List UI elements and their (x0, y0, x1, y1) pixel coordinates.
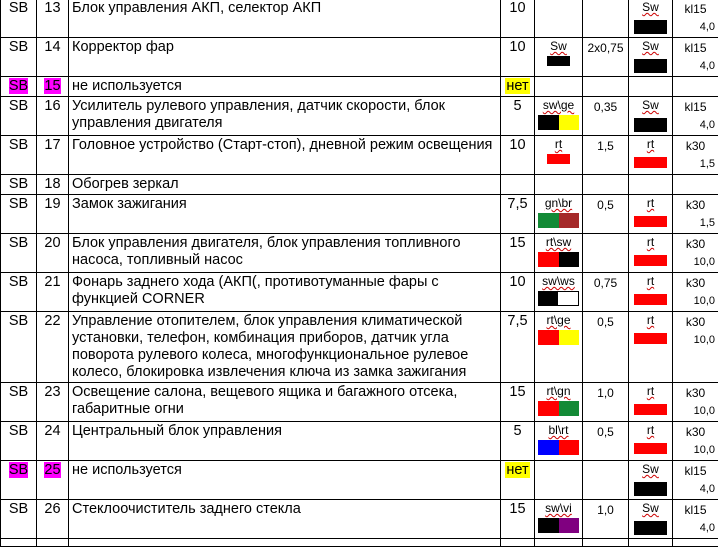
wire-color-swatch (538, 213, 579, 228)
terminal-cell (673, 273, 718, 312)
terminal-cell (673, 195, 718, 234)
section-cell (583, 234, 629, 273)
section-cell (583, 461, 629, 500)
output-color-swatch (632, 59, 669, 73)
output-cell (629, 97, 673, 136)
number-cell (37, 312, 69, 383)
wire-cell (535, 136, 583, 175)
color-swatch-rt (547, 154, 570, 164)
number-cell (37, 0, 69, 38)
amperage-cell (501, 0, 535, 38)
color-swatch-sw (538, 291, 558, 306)
terminal-value: 4,0 (676, 57, 715, 75)
description-cell (69, 195, 501, 234)
amperage-cell (501, 38, 535, 77)
table-row (1, 136, 718, 175)
sb-label: SB (9, 313, 28, 329)
table-row (1, 500, 718, 539)
output-color-swatch (632, 443, 669, 454)
amperage: 10 (509, 137, 525, 153)
output-color-swatch (632, 482, 669, 496)
wire-color-swatch (538, 518, 579, 533)
wire-cell (535, 234, 583, 273)
description-cell (69, 77, 501, 97)
sb-label: SB (9, 137, 28, 153)
fuse-description: Центральный блок управления (72, 423, 282, 439)
empty-cell (1, 539, 37, 547)
amperage: 5 (513, 423, 521, 439)
wire-section: 1,0 (597, 386, 614, 400)
output-cell (629, 461, 673, 500)
amperage-cell (501, 461, 535, 500)
table-row (1, 312, 718, 383)
wire-section: 0,5 (597, 425, 614, 439)
sb-label: SB (9, 423, 28, 439)
fuse-number: 14 (44, 39, 60, 55)
sb-cell (1, 312, 37, 383)
sb-cell (1, 500, 37, 539)
terminal-value: 10,0 (676, 441, 715, 459)
empty-cell (69, 539, 501, 547)
output-color-code: Sw (632, 462, 669, 476)
sb-label: SB (9, 274, 28, 290)
number-cell (37, 422, 69, 461)
number-cell (37, 273, 69, 312)
terminal-value: 4,0 (676, 519, 715, 537)
fuse-description: Освещение салона, вещевого ящика и багажного отсека, габаритные огни (72, 384, 457, 417)
table-row (1, 38, 718, 77)
wire-section: 1,0 (597, 503, 614, 517)
sb-cell (1, 38, 37, 77)
amperage: 15 (509, 235, 525, 251)
number-cell (37, 500, 69, 539)
section-cell (583, 422, 629, 461)
terminal-cell (673, 383, 718, 422)
terminal-value: 1,5 (676, 155, 715, 173)
terminal-cell (673, 77, 718, 97)
fuse-number: 15 (44, 78, 60, 94)
terminal-cell (673, 234, 718, 273)
terminal-cell (673, 136, 718, 175)
section-cell (583, 312, 629, 383)
amperage-cell (501, 97, 535, 136)
fuse-description: Блок управления АКП, селектор АКП (72, 0, 321, 16)
sb-label: SB (9, 501, 28, 517)
wire-color-code: sw\ws (538, 274, 579, 288)
wire-color-code: rt\gn (538, 384, 579, 398)
empty-cell (535, 539, 583, 547)
sb-label: SB (9, 235, 28, 251)
output-cell (629, 77, 673, 97)
fuse-description: Головное устройство (Старт-стоп), дневной режим освещения (72, 137, 492, 153)
amperage: 15 (509, 384, 525, 400)
empty-cell (673, 539, 718, 547)
output-color-code: rt (632, 274, 669, 288)
sb-label: SB (9, 39, 28, 55)
terminal-cell (673, 175, 718, 195)
fuse-description: Корректор фар (72, 39, 174, 55)
table-row (1, 234, 718, 273)
amperage-cell (501, 195, 535, 234)
fuse-number: 13 (44, 0, 60, 16)
sb-cell (1, 195, 37, 234)
fuse-number: 21 (44, 274, 60, 290)
wire-color-code: sw\vi (538, 501, 579, 515)
amperage: 5 (513, 98, 521, 114)
wire-color-code: bl\rt (538, 423, 579, 437)
wire-cell (535, 383, 583, 422)
description-cell (69, 97, 501, 136)
fuse-description: Стеклоочиститель заднего стекла (72, 501, 301, 517)
number-cell (37, 461, 69, 500)
sb-label: SB (9, 0, 28, 16)
terminal-cell (673, 422, 718, 461)
wire-color-swatch (538, 291, 579, 306)
sb-label: SB (9, 176, 28, 192)
number-cell (37, 175, 69, 195)
output-cell (629, 0, 673, 38)
color-swatch-sw (547, 56, 570, 66)
sb-cell (1, 77, 37, 97)
sb-label: SB (9, 384, 28, 400)
color-swatch-br (559, 213, 580, 228)
output-cell (629, 175, 673, 195)
color-swatch-rt (538, 330, 559, 345)
table-row (1, 0, 718, 38)
output-color-code: rt (632, 235, 669, 249)
output-cell (629, 500, 673, 539)
number-cell (37, 234, 69, 273)
wire-cell (535, 0, 583, 38)
output-cell (629, 273, 673, 312)
wire-section: 0,35 (594, 100, 617, 114)
terminal-value: 4,0 (676, 116, 715, 134)
fuse-description: Обогрев зеркал (72, 176, 179, 192)
terminal-value: 10,0 (676, 402, 715, 420)
empty-cell (583, 539, 629, 547)
output-color-code: Sw (632, 501, 669, 515)
color-swatch-bl (538, 440, 559, 455)
amperage-cell (501, 273, 535, 312)
wire-color-code: rt (538, 137, 579, 151)
sb-cell (1, 175, 37, 195)
terminal-value: 4,0 (676, 480, 715, 498)
color-swatch-sw (538, 115, 559, 130)
wire-section: 0,75 (594, 276, 617, 290)
fuse-description: Блок управления двигателя, блок управления топливного насоса, топливный насос (72, 235, 461, 268)
sb-label: SB (9, 462, 28, 478)
wire-section: 0,5 (597, 315, 614, 329)
amperage: 7,5 (507, 196, 527, 212)
wire-color-code: rt\sw (538, 235, 579, 249)
wire-color-swatch (538, 330, 579, 345)
number-cell (37, 77, 69, 97)
wire-color-code: sw\ge (538, 98, 579, 112)
wire-cell (535, 500, 583, 539)
wire-cell (535, 461, 583, 500)
terminal: kl15 (676, 98, 715, 116)
description-cell (69, 175, 501, 195)
section-cell (583, 500, 629, 539)
wire-color-swatch (538, 401, 579, 416)
section-cell (583, 273, 629, 312)
terminal: k30 (676, 274, 715, 292)
number-cell (37, 38, 69, 77)
section-cell (583, 97, 629, 136)
table-row (1, 273, 718, 312)
terminal-value: 4,0 (676, 18, 715, 36)
terminal: kl15 (676, 501, 715, 519)
table-row (1, 461, 718, 500)
fuse-description: Фонарь заднего хода (АКП(, противотуманные фары с функцией CORNER (72, 274, 439, 307)
terminal-cell (673, 312, 718, 383)
terminal: kl15 (676, 462, 715, 480)
section-cell (583, 175, 629, 195)
sb-cell (1, 422, 37, 461)
sb-cell (1, 136, 37, 175)
description-cell (69, 312, 501, 383)
wire-cell (535, 175, 583, 195)
empty-cell (37, 539, 69, 547)
table-row (1, 175, 718, 195)
color-swatch-rt (538, 252, 559, 267)
color-swatch-gn (538, 213, 559, 228)
output-cell (629, 38, 673, 77)
sb-label: SB (9, 98, 28, 114)
fuse-number: 19 (44, 196, 60, 212)
output-color-swatch (632, 404, 669, 415)
number-cell (37, 195, 69, 234)
color-swatch-sw (559, 252, 580, 267)
fuse-number: 26 (44, 501, 60, 517)
fuse-number: 22 (44, 313, 60, 329)
terminal: k30 (676, 313, 715, 331)
wire-color-swatch (538, 440, 579, 455)
output-cell (629, 136, 673, 175)
description-cell (69, 38, 501, 77)
section-cell (583, 77, 629, 97)
terminal-cell (673, 461, 718, 500)
wire-section: 2x0,75 (587, 41, 623, 55)
amperage-cell (501, 77, 535, 97)
number-cell (37, 383, 69, 422)
output-color-code: rt (632, 384, 669, 398)
fuse-number: 24 (44, 423, 60, 439)
description-cell (69, 461, 501, 500)
description-cell (69, 136, 501, 175)
output-cell (629, 383, 673, 422)
color-swatch-gn (559, 401, 580, 416)
amperage: 10 (509, 274, 525, 290)
wire-color-swatch (538, 252, 579, 267)
output-cell (629, 312, 673, 383)
output-color-code: rt (632, 196, 669, 210)
wire-section: 0,5 (597, 198, 614, 212)
wire-color-code: Sw (538, 39, 579, 53)
section-cell (583, 195, 629, 234)
fuse-description: не используется (72, 78, 182, 94)
terminal-cell (673, 500, 718, 539)
number-cell (37, 97, 69, 136)
wire-cell (535, 422, 583, 461)
amperage-cell (501, 312, 535, 383)
sb-cell (1, 273, 37, 312)
sb-cell (1, 97, 37, 136)
wire-color-swatch (538, 115, 579, 130)
output-color-swatch (632, 333, 669, 344)
wire-color-code: rt\ge (538, 313, 579, 327)
output-color-code: rt (632, 423, 669, 437)
terminal-value: 10,0 (676, 331, 715, 349)
fuse-number: 16 (44, 98, 60, 114)
section-cell (583, 38, 629, 77)
description-cell (69, 0, 501, 38)
color-swatch-sw (538, 518, 559, 533)
amperage: 15 (509, 501, 525, 517)
amperage: 10 (509, 0, 525, 16)
output-color-code: Sw (632, 98, 669, 112)
section-cell (583, 136, 629, 175)
empty-cell (501, 539, 535, 547)
terminal: k30 (676, 137, 715, 155)
wire-cell (535, 273, 583, 312)
amperage: нет (505, 462, 529, 478)
fuse-description: Управление отопителем, блок управления климатической установки, телефон, комбинация приборов, датчик угла поворота рулевого колеса, многофункциональное рулевое колесо, блокировка извлечения ключа из замка зажигания (72, 313, 468, 380)
table-row (1, 97, 718, 136)
sb-cell (1, 383, 37, 422)
output-color-code: Sw (632, 0, 669, 14)
table-row (1, 422, 718, 461)
wire-cell (535, 77, 583, 97)
color-swatch-ws (558, 291, 579, 306)
amperage-cell (501, 234, 535, 273)
fuse-number: 18 (44, 176, 60, 192)
terminal-cell (673, 38, 718, 77)
terminal-cell (673, 97, 718, 136)
terminal: k30 (676, 196, 715, 214)
terminal-cell (673, 0, 718, 38)
output-color-swatch (632, 255, 669, 266)
terminal-value: 10,0 (676, 292, 715, 310)
description-cell (69, 383, 501, 422)
sb-cell (1, 461, 37, 500)
table-row (1, 383, 718, 422)
amperage: 7,5 (507, 313, 527, 329)
color-swatch-rt (559, 440, 580, 455)
description-cell (69, 234, 501, 273)
fuse-description: Усилитель рулевого управления, датчик скорости, блок управления двигателя (72, 98, 445, 131)
terminal: kl15 (676, 0, 715, 18)
color-swatch-ge (559, 330, 580, 345)
description-cell (69, 422, 501, 461)
wire-color-swatch (538, 56, 579, 66)
terminal-value: 1,5 (676, 214, 715, 232)
output-color-code: rt (632, 313, 669, 327)
fuse-number: 23 (44, 384, 60, 400)
sb-label: SB (9, 196, 28, 212)
terminal: kl15 (676, 39, 715, 57)
amperage-cell (501, 500, 535, 539)
description-cell (69, 273, 501, 312)
fuse-number: 20 (44, 235, 60, 251)
number-cell (37, 136, 69, 175)
wire-cell (535, 195, 583, 234)
amperage: нет (505, 78, 529, 94)
fuse-number: 17 (44, 137, 60, 153)
table-row (1, 195, 718, 234)
output-cell (629, 195, 673, 234)
output-cell (629, 422, 673, 461)
output-color-swatch (632, 118, 669, 132)
terminal: k30 (676, 235, 715, 253)
wire-cell (535, 312, 583, 383)
output-color-swatch (632, 521, 669, 535)
output-color-swatch (632, 157, 669, 168)
description-cell (69, 500, 501, 539)
fuse-number: 25 (44, 462, 60, 478)
section-cell (583, 0, 629, 38)
wire-section: 1,5 (597, 139, 614, 153)
output-color-code: Sw (632, 39, 669, 53)
sb-cell (1, 0, 37, 38)
output-color-swatch (632, 20, 669, 34)
terminal: k30 (676, 384, 715, 402)
terminal-value: 10,0 (676, 253, 715, 271)
sb-label: SB (9, 78, 28, 94)
terminal: k30 (676, 423, 715, 441)
table-row (1, 77, 718, 97)
fuse-description: Замок зажигания (72, 196, 187, 212)
wire-color-code: gn\br (538, 196, 579, 210)
amperage-cell (501, 422, 535, 461)
output-color-swatch (632, 294, 669, 305)
sb-cell (1, 234, 37, 273)
section-cell (583, 383, 629, 422)
color-swatch-rt (538, 401, 559, 416)
amperage-cell (501, 175, 535, 195)
amperage-cell (501, 136, 535, 175)
color-swatch-vi (559, 518, 580, 533)
color-swatch-ge (559, 115, 580, 130)
amperage: 10 (509, 39, 525, 55)
output-color-swatch (632, 216, 669, 227)
output-cell (629, 234, 673, 273)
wire-cell (535, 38, 583, 77)
empty-cell (629, 539, 673, 547)
amperage-cell (501, 383, 535, 422)
wire-cell (535, 97, 583, 136)
output-color-code: rt (632, 137, 669, 151)
fuse-description: не используется (72, 462, 182, 478)
wire-color-swatch (538, 154, 579, 164)
